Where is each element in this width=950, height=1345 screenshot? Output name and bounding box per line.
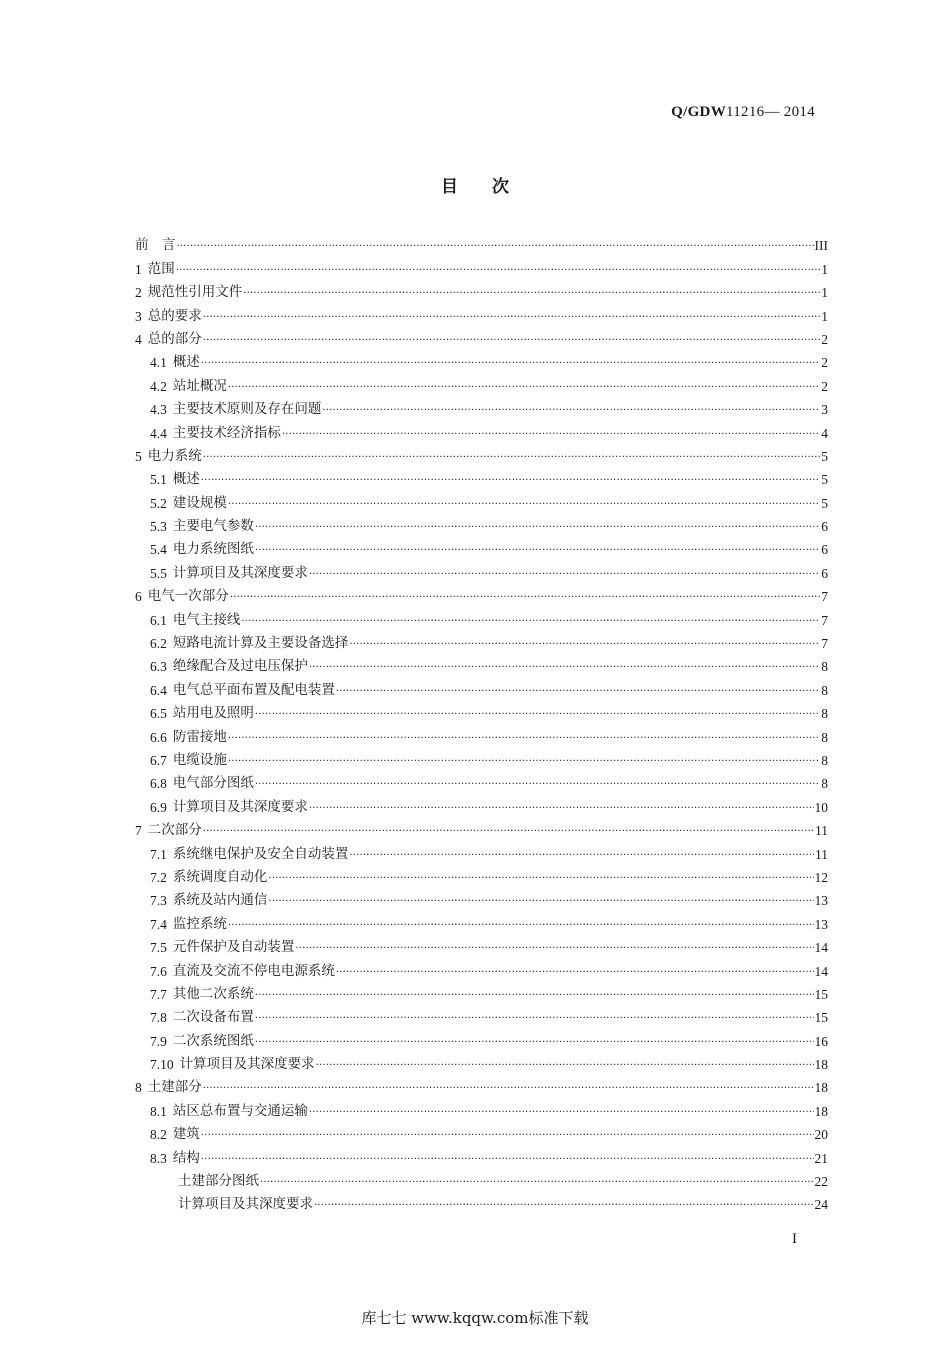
toc-entry[interactable] — [135, 278, 828, 301]
page-number: I — [792, 1231, 797, 1247]
toc-entry[interactable] — [135, 722, 828, 745]
toc-entry-number: 7.7 — [150, 986, 167, 1002]
toc-entry-label: 计算项目及其深度要求 — [178, 1196, 313, 1213]
toc-dot-leader — [255, 544, 820, 558]
toc-entry[interactable] — [135, 605, 828, 628]
toc-entry-label: 总的部分 — [147, 330, 202, 347]
toc-entry-label: 系统及站内通信 — [172, 892, 268, 909]
toc-dot-leader — [309, 1106, 814, 1120]
toc-entry[interactable] — [135, 1050, 828, 1073]
toc-entry[interactable] — [135, 371, 828, 394]
toc-entry[interactable] — [135, 1120, 828, 1143]
toc-entry-page: 21 — [814, 1150, 828, 1166]
toc-entry-label: 概述 — [172, 471, 200, 488]
toc-dot-leader — [228, 381, 820, 395]
toc-entry[interactable] — [135, 933, 828, 956]
toc-entry-label: 概述 — [172, 354, 200, 371]
toc-entry[interactable] — [135, 558, 828, 581]
toc-dot-leader — [314, 1199, 814, 1213]
toc-dot-leader — [268, 895, 813, 909]
toc-entry-label: 电气部分图纸 — [172, 775, 254, 792]
toc-dot-leader — [201, 474, 820, 488]
toc-entry-label: 二次系统图纸 — [172, 1032, 254, 1049]
document-code — [671, 104, 815, 121]
toc-entry-page: 10 — [814, 799, 828, 815]
toc-entry[interactable] — [135, 1190, 828, 1213]
toc-entry-number: 3 — [135, 308, 142, 324]
toc-entry-label: 电气总平面布置及配电装置 — [172, 681, 335, 698]
toc-entry-page: 20 — [814, 1127, 828, 1143]
toc-entry[interactable] — [135, 980, 828, 1003]
toc-entry-page: 2 — [821, 378, 828, 394]
toc-entry[interactable] — [135, 535, 828, 558]
toc-dot-leader — [177, 240, 814, 254]
toc-entry[interactable] — [135, 418, 828, 441]
table-of-contents — [135, 231, 828, 1213]
toc-entry-page: 2 — [821, 355, 828, 371]
toc-entry-number: 8.1 — [150, 1103, 167, 1119]
toc-entry-page: 18 — [814, 1057, 828, 1073]
toc-entry-page: III — [814, 238, 828, 254]
toc-entry-label: 站址概况 — [172, 377, 227, 394]
toc-entry-page: 5 — [821, 472, 828, 488]
toc-entry-label: 监控系统 — [172, 915, 227, 932]
toc-entry[interactable] — [135, 1096, 828, 1119]
toc-entry-label: 土建部分图纸 — [178, 1173, 259, 1190]
toc-entry[interactable] — [135, 792, 828, 815]
toc-entry-label: 建筑 — [172, 1126, 200, 1143]
toc-entry[interactable] — [135, 348, 828, 371]
toc-entry-number: 5.1 — [150, 472, 167, 488]
toc-entry-page: 13 — [814, 916, 828, 932]
toc-dot-leader — [203, 311, 821, 325]
toc-entry[interactable] — [135, 254, 828, 277]
toc-entry[interactable] — [135, 1167, 828, 1190]
toc-entry-number: 5.4 — [150, 542, 167, 558]
toc-dot-leader — [255, 521, 820, 535]
toc-dot-leader — [255, 989, 814, 1003]
toc-entry-page: 1 — [821, 285, 828, 301]
toc-entry[interactable] — [135, 629, 828, 652]
toc-entry-number: 4.2 — [150, 378, 167, 394]
toc-dot-leader — [255, 778, 820, 792]
toc-dot-leader — [255, 708, 820, 722]
toc-entry-number: 8.3 — [150, 1150, 167, 1166]
toc-entry[interactable] — [135, 231, 828, 254]
toc-entry-page: 12 — [814, 869, 828, 885]
toc-dot-leader — [228, 755, 820, 769]
toc-dot-leader — [282, 428, 820, 442]
toc-entry-page: 14 — [814, 940, 828, 956]
toc-entry-number: 4.4 — [150, 425, 167, 441]
toc-entry-label: 主要技术经济指标 — [172, 424, 281, 441]
toc-entry[interactable] — [135, 1073, 828, 1096]
toc-entry-number: 5.2 — [150, 495, 167, 511]
toc-entry-number: 6 — [135, 589, 142, 605]
toc-entry-label: 电气主接线 — [172, 611, 241, 628]
toc-entry-number: 1 — [135, 261, 142, 277]
footer-watermark: 库七七 www.kqqw.com标准下载 — [361, 1309, 589, 1327]
toc-entry-page: 5 — [821, 495, 828, 511]
toc-entry-label: 直流及交流不停电电源系统 — [172, 962, 335, 979]
toc-entry-page: 8 — [821, 776, 828, 792]
toc-dot-leader — [255, 1036, 814, 1050]
toc-entry[interactable] — [135, 301, 828, 324]
toc-entry-label: 绝缘配合及过电压保护 — [172, 658, 308, 675]
toc-entry-page: 24 — [814, 1197, 828, 1213]
toc-entry-number: 6.7 — [150, 752, 167, 768]
toc-entry-label: 范围 — [147, 260, 175, 277]
toc-entry-page: 1 — [821, 308, 828, 324]
toc-entry-label: 计算项目及其深度要求 — [179, 1056, 315, 1073]
toc-entry[interactable] — [135, 582, 828, 605]
toc-entry-number: 6.2 — [150, 636, 167, 652]
toc-entry-label: 站区总布置与交通运输 — [172, 1102, 308, 1119]
toc-entry-label: 防雷接地 — [172, 728, 227, 745]
toc-entry-page: 15 — [814, 1010, 828, 1026]
toc-dot-leader — [336, 966, 814, 980]
toc-dot-leader — [349, 849, 814, 863]
toc-entry-page: 8 — [821, 729, 828, 745]
toc-entry-page: 2 — [821, 331, 828, 347]
toc-entry-label: 土建部分 — [147, 1079, 202, 1096]
toc-entry[interactable] — [135, 465, 828, 488]
toc-dot-leader — [268, 872, 813, 886]
toc-entry-number: 7.10 — [150, 1057, 174, 1073]
toc-entry-label: 二次设备布置 — [172, 1009, 254, 1026]
toc-entry-label: 电力系统图纸 — [172, 541, 254, 558]
toc-title-char-2: 次 — [492, 177, 509, 197]
toc-entry-label: 前 言 — [135, 237, 176, 254]
toc-entry-page: 6 — [821, 519, 828, 535]
toc-entry-label: 电缆设施 — [172, 751, 227, 768]
toc-entry-number: 4.3 — [150, 402, 167, 418]
toc-entry-page: 7 — [821, 612, 828, 628]
toc-entry-number: 2 — [135, 285, 142, 301]
toc-entry-page: 18 — [814, 1103, 828, 1119]
toc-entry-page: 5 — [821, 448, 828, 464]
toc-entry-number: 5.5 — [150, 565, 167, 581]
toc-dot-leader — [201, 1153, 814, 1167]
toc-entry[interactable] — [135, 886, 828, 909]
toc-entry-label: 总的要求 — [147, 307, 202, 324]
toc-entry-label: 规范性引用文件 — [147, 284, 243, 301]
toc-entry-number: 5 — [135, 448, 142, 464]
toc-dot-leader — [228, 732, 820, 746]
toc-entry-label: 系统调度自动化 — [172, 868, 268, 885]
toc-entry-number: 5.3 — [150, 519, 167, 535]
toc-dot-leader — [203, 451, 821, 465]
toc-entry-page: 14 — [814, 963, 828, 979]
toc-entry-number: 8 — [135, 1080, 142, 1096]
toc-entry-page: 6 — [821, 542, 828, 558]
toc-entry[interactable] — [135, 746, 828, 769]
toc-dot-leader — [295, 942, 813, 956]
toc-dot-leader — [309, 661, 820, 675]
toc-dot-leader — [201, 1129, 814, 1143]
toc-dot-leader — [228, 498, 820, 512]
toc-entry-number: 7 — [135, 823, 142, 839]
toc-entry[interactable] — [135, 395, 828, 418]
toc-entry-label: 二次部分 — [147, 822, 202, 839]
toc-entry[interactable] — [135, 488, 828, 511]
toc-entry-label: 系统继电保护及安全自动装置 — [172, 845, 349, 862]
toc-entry-number: 4.1 — [150, 355, 167, 371]
toc-entry-number: 8.2 — [150, 1127, 167, 1143]
toc-entry-number: 7.3 — [150, 893, 167, 909]
toc-entry-label: 主要技术原则及存在问题 — [172, 401, 322, 418]
toc-dot-leader — [309, 802, 814, 816]
toc-entry-page: 8 — [821, 706, 828, 722]
toc-entry[interactable] — [135, 675, 828, 698]
toc-dot-leader — [322, 404, 820, 418]
toc-entry-page: 11 — [815, 846, 828, 862]
toc-entry-number: 6.9 — [150, 799, 167, 815]
toc-entry-number: 6.1 — [150, 612, 167, 628]
toc-entry-label: 电力系统 — [147, 447, 202, 464]
toc-dot-leader — [255, 1012, 814, 1026]
toc-entry-label: 短路电流计算及主要设备选择 — [172, 635, 349, 652]
toc-dot-leader — [309, 568, 820, 582]
toc-entry[interactable] — [135, 909, 828, 932]
toc-entry-page: 8 — [821, 682, 828, 698]
document-code-prefix: Q/GDW — [671, 104, 726, 120]
toc-entry-page: 8 — [821, 752, 828, 768]
toc-entry[interactable] — [135, 1143, 828, 1166]
toc-entry-label: 结构 — [172, 1149, 200, 1166]
toc-entry-page: 16 — [814, 1033, 828, 1049]
toc-title-char-1: 目 — [441, 177, 458, 197]
toc-entry-page: 8 — [821, 659, 828, 675]
toc-entry-page: 1 — [821, 261, 828, 277]
toc-dot-leader — [203, 825, 814, 839]
toc-entry-number: 6.8 — [150, 776, 167, 792]
toc-entry[interactable] — [135, 816, 828, 839]
toc-entry-page: 7 — [821, 636, 828, 652]
toc-dot-leader — [316, 1059, 814, 1073]
toc-entry-number: 7.4 — [150, 916, 167, 932]
toc-entry[interactable] — [135, 1003, 828, 1026]
toc-dot-leader — [243, 287, 820, 301]
toc-entry-label: 站用电及照明 — [172, 705, 254, 722]
toc-entry-page: 13 — [814, 893, 828, 909]
toc-entry-page: 18 — [814, 1080, 828, 1096]
toc-entry-label: 元件保护及自动装置 — [172, 939, 295, 956]
toc-entry-label: 计算项目及其深度要求 — [172, 564, 308, 581]
toc-entry-label: 建设规模 — [172, 494, 227, 511]
toc-entry[interactable] — [135, 652, 828, 675]
toc-entry[interactable] — [135, 863, 828, 886]
toc-entry-label: 计算项目及其深度要求 — [172, 798, 308, 815]
toc-dot-leader — [176, 264, 821, 278]
toc-entry-label: 电气一次部分 — [147, 588, 229, 605]
toc-entry-number: 7.8 — [150, 1010, 167, 1026]
toc-entry[interactable] — [135, 442, 828, 465]
toc-dot-leader — [336, 685, 820, 699]
toc-entry[interactable] — [135, 699, 828, 722]
toc-entry[interactable] — [135, 956, 828, 979]
toc-entry-number: 6.4 — [150, 682, 167, 698]
toc-entry-number: 7.1 — [150, 846, 167, 862]
toc-dot-leader — [228, 919, 814, 933]
toc-entry[interactable] — [135, 769, 828, 792]
toc-entry-label: 其他二次系统 — [172, 985, 254, 1002]
toc-entry-number: 7.6 — [150, 963, 167, 979]
toc-entry-page: 7 — [821, 589, 828, 605]
toc-entry[interactable] — [135, 325, 828, 348]
toc-dot-leader — [230, 591, 821, 605]
toc-entry[interactable] — [135, 512, 828, 535]
toc-entry-page: 3 — [821, 402, 828, 418]
toc-entry-number: 4 — [135, 331, 142, 347]
toc-entry[interactable] — [135, 839, 828, 862]
toc-entry[interactable] — [135, 1026, 828, 1049]
toc-entry-label: 主要电气参数 — [172, 518, 254, 535]
toc-title — [0, 172, 950, 197]
toc-entry-number: 7.5 — [150, 940, 167, 956]
toc-entry-number: 7.9 — [150, 1033, 167, 1049]
toc-entry-page: 4 — [821, 425, 828, 441]
toc-dot-leader — [241, 615, 820, 629]
toc-entry-page: 15 — [814, 986, 828, 1002]
toc-dot-leader — [203, 1082, 814, 1096]
document-code-number: 11216— 2014 — [726, 104, 815, 120]
toc-entry-number: 6.5 — [150, 706, 167, 722]
toc-entry-page: 11 — [815, 823, 828, 839]
toc-entry-number: 7.2 — [150, 869, 167, 885]
toc-entry-page: 6 — [821, 565, 828, 581]
toc-entry-number: 6.3 — [150, 659, 167, 675]
toc-entry-page: 22 — [814, 1174, 828, 1190]
toc-dot-leader — [203, 334, 821, 348]
toc-dot-leader — [201, 357, 820, 371]
toc-dot-leader — [260, 1176, 814, 1190]
toc-dot-leader — [349, 638, 820, 652]
toc-entry-number: 6.6 — [150, 729, 167, 745]
